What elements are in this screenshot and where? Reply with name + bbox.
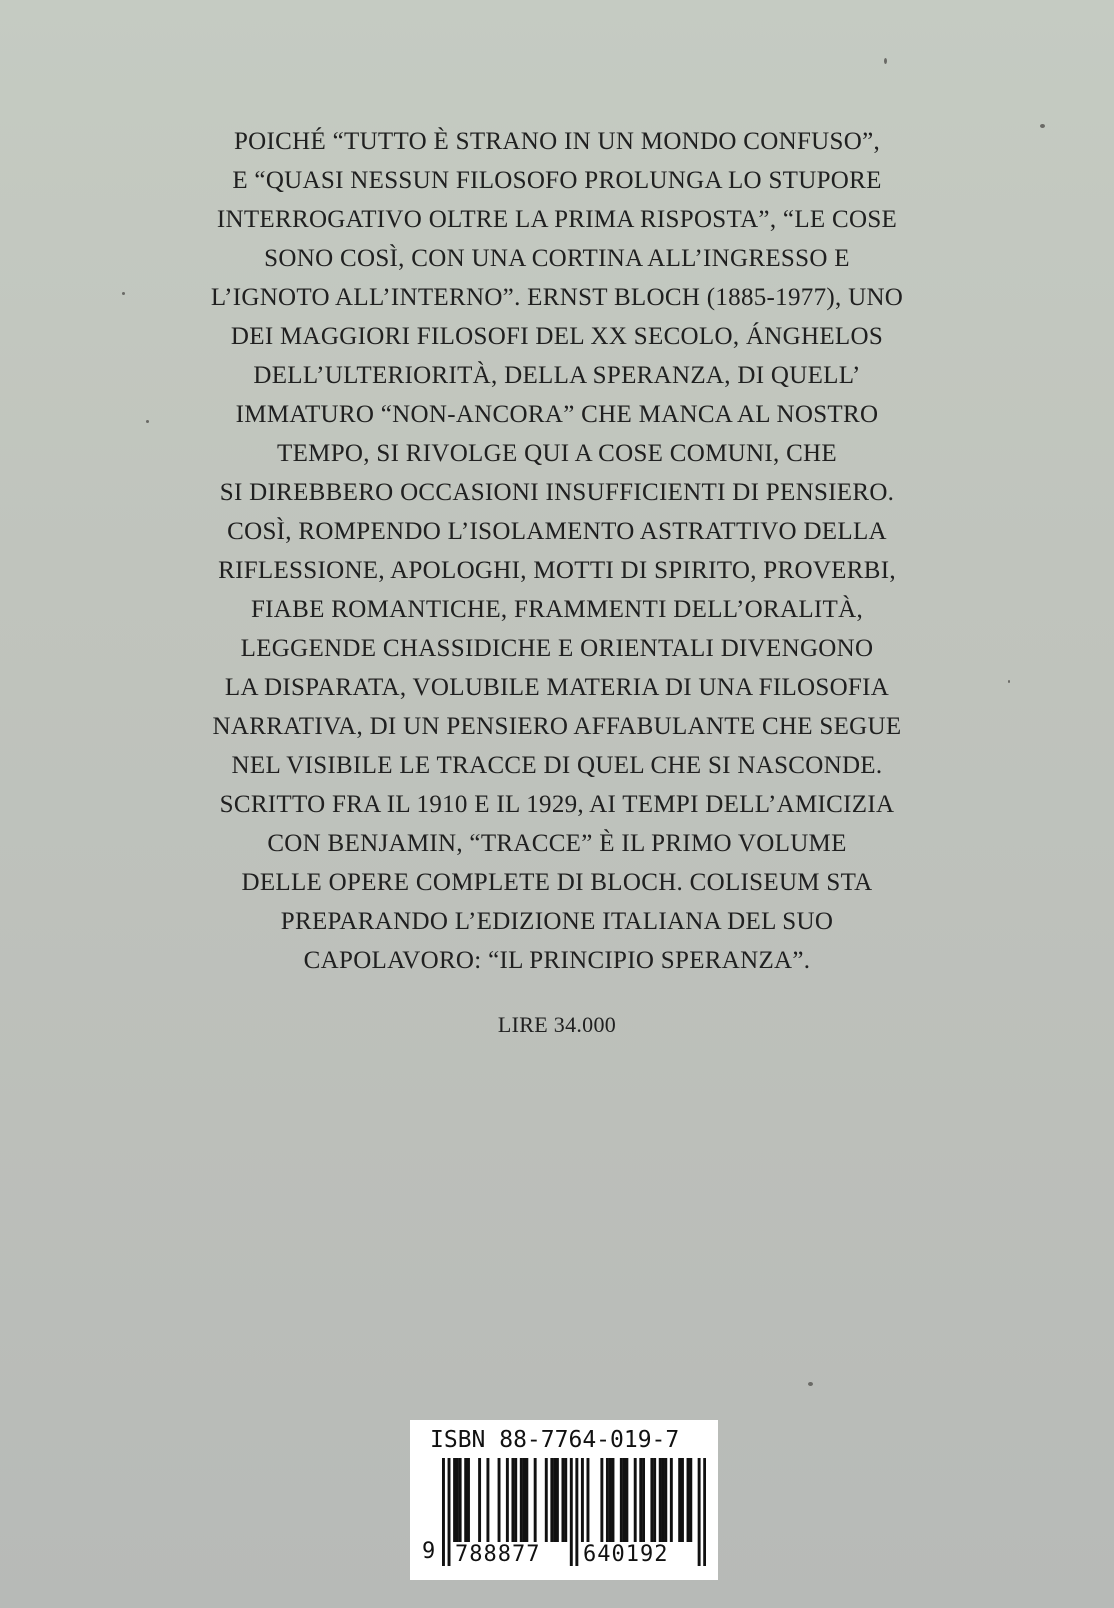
barcode-bar (534, 1458, 537, 1542)
barcode-bar (570, 1458, 573, 1566)
barcode-bar (623, 1458, 626, 1542)
cover-speck (808, 1382, 813, 1386)
blurb-line: DELL’ULTERIORITÀ, DELLA SPERANZA, DI QUELL’ (253, 362, 861, 389)
barcode-bar (681, 1458, 684, 1542)
blurb-line: LA DISPARATA, VOLUBILE MATERIA DI UNA FILOSOFIA (224, 674, 890, 701)
blurb-line: POICHÉ “TUTTO È STRANO IN UN MONDO CONFUSO”, (233, 128, 881, 155)
barcode-bar (687, 1458, 690, 1542)
blurb-line: LEGGENDE CHASSIDICHE E ORIENTALI DIVENGONO (240, 635, 874, 662)
barcode-bar (642, 1458, 645, 1542)
barcode-bar (442, 1458, 445, 1566)
barcode-bar (511, 1458, 514, 1542)
barcode-bar (664, 1458, 667, 1542)
barcode-bar (448, 1458, 451, 1566)
cover-speck (1008, 680, 1010, 683)
blurb-line: INTERROGATIVO OLTRE LA PRIMA RISPOSTA”, “LE COSE (216, 206, 898, 233)
ean-left-digits: 788877 (455, 1542, 541, 1567)
barcode-bar (545, 1458, 548, 1542)
blurb-line: SI DIREBBERO OCCASIONI INSUFFICIENTI DI PENSIERO. (219, 479, 895, 506)
barcode-bar (612, 1458, 615, 1542)
blurb-text (150, 122, 964, 980)
barcode-bar (523, 1458, 526, 1542)
blurb-line: FIABE ROMANTICHE, FRAMMENTI DELL’ORALITÀ, (250, 596, 864, 623)
blurb-line: SONO COSÌ, CON UNA CORTINA ALL’INGRESSO E (264, 245, 850, 272)
blurb-line: NARRATIVA, DI UN PENSIERO AFFABULANTE CHE SEGUE (212, 713, 902, 740)
barcode-bar (662, 1458, 665, 1542)
cover-speck (122, 292, 125, 295)
blurb-line: RIFLESSIONE, APOLOGHI, MOTTI DI SPIRITO, PROVERBI, (218, 557, 896, 584)
blurb-line: COSÌ, ROMPENDO L’ISOLAMENTO ASTRATTIVO DELLA (227, 518, 887, 545)
barcode-bar (703, 1458, 706, 1566)
barcode-bar (581, 1458, 584, 1542)
barcode-bar (561, 1458, 564, 1542)
blurb-line: E “QUASI NESSUN FILOSOFO PROLUNGA LO STUPORE (232, 167, 882, 194)
barcode-bar (689, 1458, 692, 1542)
barcode-bar (670, 1458, 673, 1542)
barcode-bar (556, 1458, 559, 1542)
barcode-bar (553, 1458, 556, 1542)
barcode-bar (625, 1458, 628, 1542)
isbn-barcode (410, 1420, 718, 1580)
barcode-bar (564, 1458, 567, 1542)
barcode-bar (650, 1458, 653, 1542)
barcode-bar (478, 1458, 481, 1542)
blurb-line: DELLE OPERE COMPLETE DI BLOCH. COLISEUM STA (241, 869, 873, 896)
barcode-bar (620, 1458, 623, 1542)
barcode-bar (486, 1458, 489, 1542)
barcode-area (422, 1458, 706, 1566)
barcode-bar (456, 1458, 459, 1542)
ean-lead-digit: 9 (422, 1539, 436, 1564)
barcode-bar (459, 1458, 462, 1542)
blurb-line: CON BENJAMIN, “TRACCE” È IL PRIMO VOLUME (267, 830, 847, 857)
barcode-bar (600, 1458, 603, 1542)
barcode-bar (506, 1458, 509, 1542)
barcode-bar (550, 1458, 553, 1542)
ean-right-digits: 640192 (583, 1542, 669, 1567)
cover-speck (884, 58, 887, 64)
price-label: LIRE 34.000 (497, 1012, 617, 1037)
barcode-bar (609, 1458, 612, 1542)
barcode-bar (464, 1458, 467, 1542)
barcode-bar (575, 1458, 578, 1566)
barcode-bar (514, 1458, 517, 1542)
blurb-line: IMMATURO “NON-ANCORA” CHE MANCA AL NOSTRO (235, 401, 879, 428)
cover-speck (146, 420, 149, 423)
barcode-bar (634, 1458, 637, 1542)
blurb-line: DEI MAGGIORI FILOSOFI DEL XX SECOLO, ÁNGHELOS (230, 323, 884, 350)
barcode-bar (678, 1458, 681, 1542)
barcode-bar (467, 1458, 470, 1542)
barcode-bar (520, 1458, 523, 1542)
barcode-bar (606, 1458, 609, 1542)
barcode-bar (453, 1458, 456, 1542)
blurb-line: NEL VISIBILE LE TRACCE DI QUEL CHE SI NASCONDE. (231, 752, 883, 779)
barcode-bar (587, 1458, 590, 1542)
barcode-bar (653, 1458, 656, 1542)
barcode-bar (659, 1458, 662, 1542)
blurb-line: PREPARANDO L’EDIZIONE ITALIANA DEL SUO (280, 908, 834, 935)
isbn-label: ISBN 88-7764-019-7 (430, 1427, 680, 1453)
barcode-bar (525, 1458, 528, 1542)
barcode-bar (498, 1458, 501, 1542)
blurb-line: TEMPO, SI RIVOLGE QUI A COSE COMUNI, CHE (277, 440, 837, 467)
blurb-line: SCRITTO FRA IL 1910 E IL 1929, AI TEMPI DELL’AMICIZIA (219, 791, 895, 818)
blurb-line: CAPOLAVORO: “IL PRINCIPIO SPERANZA”. (303, 947, 811, 974)
cover-speck (1040, 124, 1045, 128)
blurb-line: L’IGNOTO ALL’INTERNO”. ERNST BLOCH (1885-1977), UNO (210, 284, 904, 311)
barcode-bar (698, 1458, 701, 1566)
barcode-bar (639, 1458, 642, 1542)
